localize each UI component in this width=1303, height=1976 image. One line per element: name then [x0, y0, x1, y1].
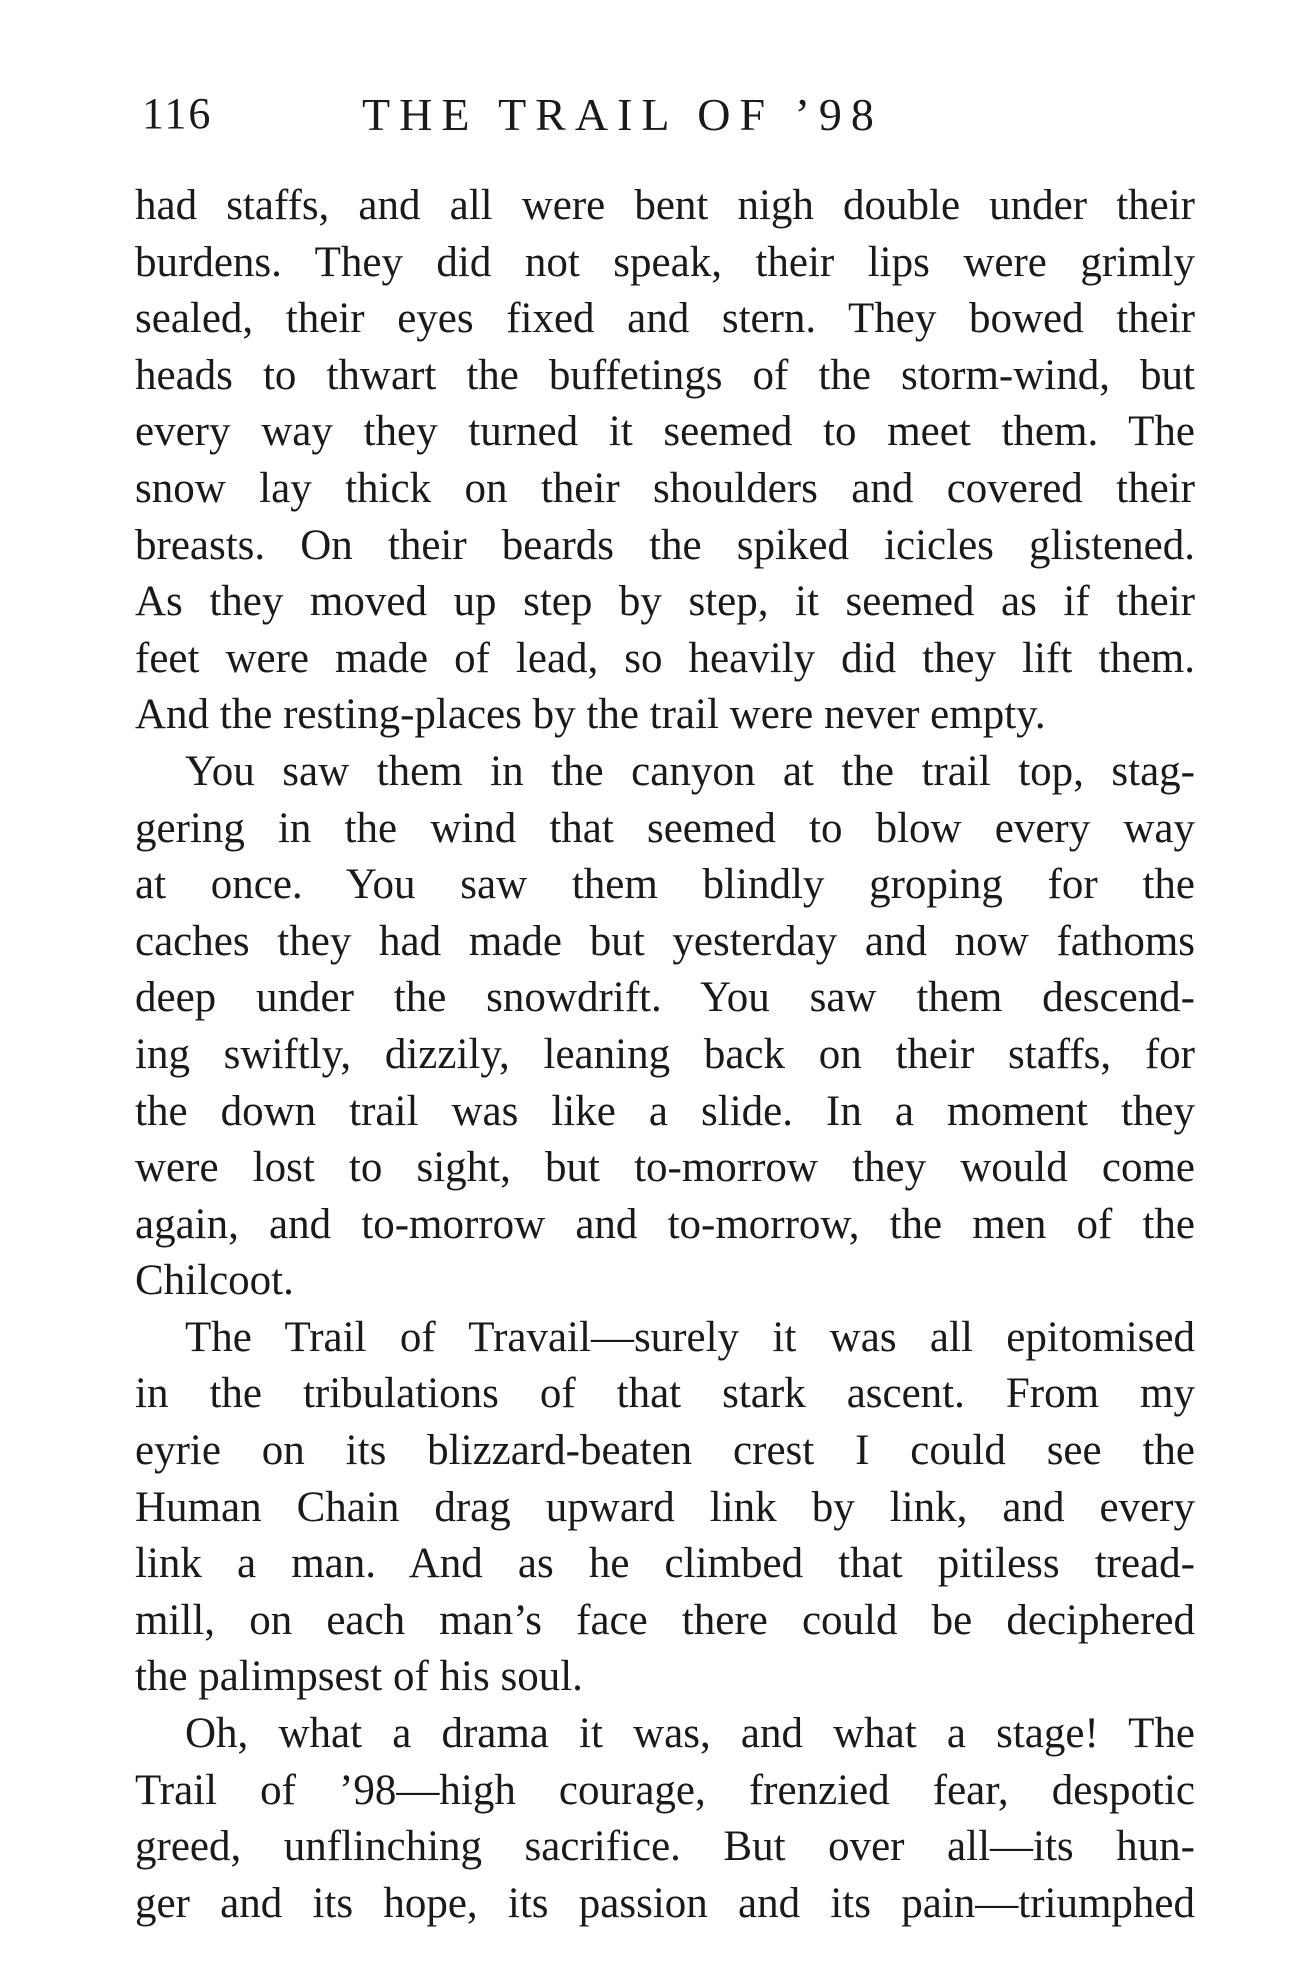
text-line: As they moved up step by step, it seemed as if their [135, 578, 1195, 626]
text-line: Oh, what a drama it was, and what a stage! The [185, 1710, 1195, 1758]
text-line: at once. You saw them blindly groping for the [135, 861, 1195, 909]
text-line: Trail of ’98—high courage, frenzied fear, despotic [135, 1766, 1195, 1814]
paragraph [135, 744, 1195, 1310]
text-line: in the tribulations of that stark ascent. From my [135, 1370, 1195, 1418]
text-line: mill, on each man’s face there could be deciphered [135, 1596, 1195, 1644]
text-line: caches they had made but yesterday and now fathoms [135, 917, 1195, 965]
text-line: The Trail of Travail—surely it was all epitomised [185, 1313, 1195, 1361]
paragraph [135, 1706, 1195, 1932]
paragraph [135, 178, 1195, 744]
text-line: ger and its hope, its passion and its pain—triumphed [135, 1879, 1195, 1927]
text-line: Chilcoot. [135, 1257, 294, 1305]
text-line: And the resting-places by the trail were never empty. [135, 691, 1046, 739]
text-line: had staffs, and all were bent nigh double under their [135, 182, 1195, 229]
text-line: deep under the snowdrift. You saw them descend- [135, 974, 1195, 1022]
text-line: ing swiftly, dizzily, leaning back on their staffs, for [135, 1030, 1195, 1078]
paragraph [135, 1310, 1195, 1706]
page-number: 116 [142, 89, 213, 138]
text-line: snow lay thick on their shoulders and covered their [135, 464, 1195, 512]
text-line: sealed, their eyes fixed and stern. They bowed their [135, 295, 1195, 343]
text-line: heads to thwart the buffetings of the storm-wind, but [135, 351, 1195, 399]
text-line: the palimpsest of his soul. [135, 1653, 583, 1701]
text-line: eyrie on its blizzard-beaten crest I could see the [135, 1427, 1195, 1475]
text-line: feet were made of lead, so heavily did they lift them. [135, 634, 1195, 682]
text-line: burdens. They did not speak, their lips were grimly [135, 238, 1195, 286]
text-line: gering in the wind that seemed to blow every way [135, 804, 1195, 852]
text-line: the down trail was like a slide. In a moment they [135, 1087, 1195, 1135]
text-line: again, and to-morrow and to-morrow, the men of the [135, 1200, 1195, 1248]
page-body [135, 178, 1195, 1932]
text-line: link a man. And as he climbed that pitiless tread- [135, 1540, 1195, 1588]
text-line: Human Chain drag upward link by link, and every [135, 1483, 1195, 1531]
text-line: You saw them in the canyon at the trail top, stag- [185, 747, 1195, 795]
running-title: THE TRAIL OF ’98 [362, 89, 883, 140]
text-line: breasts. On their beards the spiked icicles glistened. [135, 521, 1195, 569]
text-line: greed, unflinching sacrifice. But over all—its hun- [135, 1823, 1195, 1871]
text-line: every way they turned it seemed to meet them. The [135, 408, 1195, 456]
text-line: were lost to sight, but to-morrow they would come [135, 1144, 1195, 1192]
page-header [142, 88, 1202, 148]
